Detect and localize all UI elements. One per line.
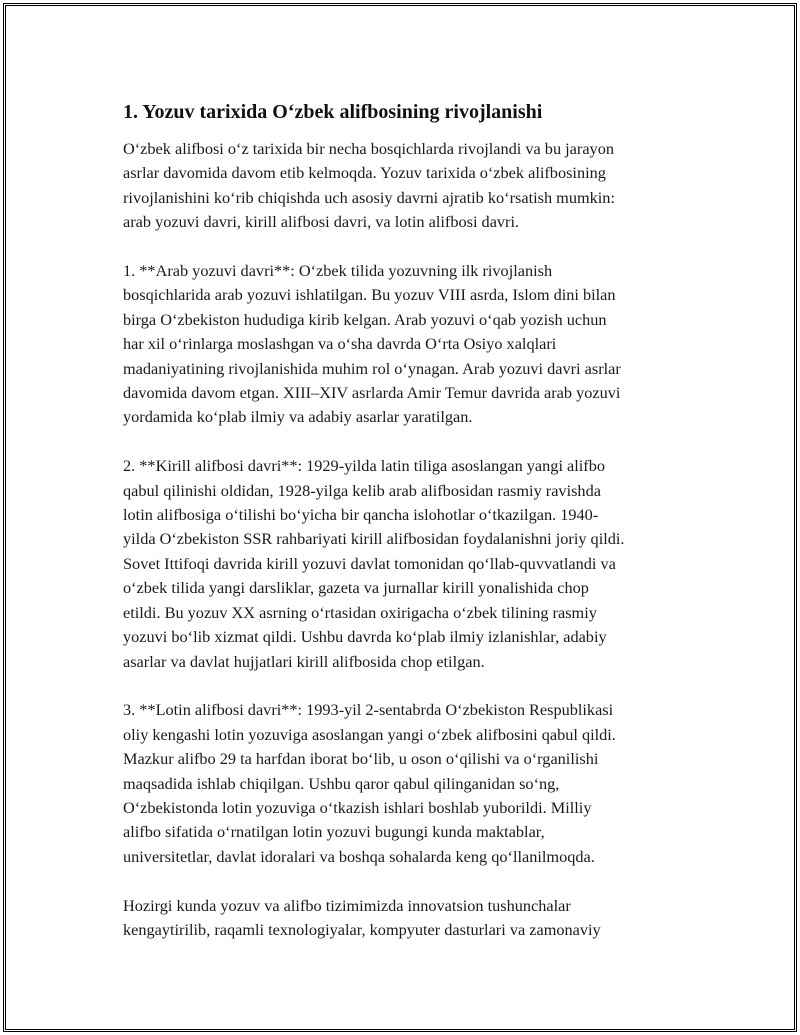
latin-script-paragraph: 3. **Lotin alifbosi davri**: 1993-yil 2-sentabrda O‘zbekiston Respublikasi oliy kengashi lotin yozuviga asoslangan yangi o‘zbek alifbosini qabul qildi. Mazkur alifbo 29 ta harfdan iborat bo‘lib, u oson o‘qilishi va o‘rganilishi maqsadida ishlab chiqilgan. Ushbu qaror qabul qilinganidan so‘ng, O‘zbekistonda lotin yozuviga o‘tkazish ishlari boshlab yuborildi. Milliy alifbo sifatida o‘rnatilgan lotin yozuvi bugungi kunda maktablar, universitetlar, davlat idoralari va boshqa sohalarda keng qo‘llanilmoqda. [123,700,616,866]
section-heading: 1. Yozuv tarixida O‘zbek alifbosining rivojlanishi [123,101,543,123]
cyrillic-script-paragraph: 2. **Kirill alifbosi davri**: 1929-yilda latin tiliga asoslangan yangi alifbo qabul qilinishi oldidan, 1928-yilga kelib arab alifbosidan rasmiy ravishda lotin alifbosiga o‘tilishi bo‘yicha bir qancha islohotlar o‘tkazilgan. 1940- yilda O‘zbekiston SSR rahbariyati kirill alifbosidan foydalanishni joriy qildi. Sovet Ittifoqi davrida kirill yozuvi davlat tomonidan qo‘llab-quvvatlandi va o‘zbek tilida yangi darsliklar, gazeta va jurnallar kirill yonalishida chop etildi. Bu yozuv XX asrning o‘rtasidan oxirigacha o‘zbek tilining rasmiy yozuvi bo‘lib xizmat qildi. Ushbu davrda ko‘plab ilmiy izlanishlar, adabiy asarlar va davlat hujjatlari kirill alifbosida chop etilgan. [123,456,625,671]
page-frame [3,3,797,1032]
arab-script-paragraph: 1. **Arab yozuvi davri**: O‘zbek tilida yozuvning ilk rivojlanish bosqichlarida arab yozuvi ishlatilgan. Bu yozuv VIII asrda, Islom dini bilan birga O‘zbekiston hududiga kirib kelgan. Arab yozuvi o‘qab yozish uchun har xil o‘rinlarga moslashgan va o‘sha davrda O‘rta Osiyo xalqlari madaniyatining rivojlanishida muhim rol o‘ynagan. Arab yozuvi davri asrlar davomida davom etgan. XIII–XIV asrlarda Amir Temur davrida arab yozuvi yordamida ko‘plab ilmiy va adabiy asarlar yaratilgan. [123,261,621,427]
document-body [123,99,693,967]
closing-paragraph: Hozirgi kunda yozuv va alifbo tizimimizda innovatsion tushunchalar kengaytirilib, raqamli texnologiyalar, kompyuter dasturlari va zamonaviy [123,895,601,939]
intro-paragraph: O‘zbek alifbosi o‘z tarixida bir necha bosqichlarda rivojlandi va bu jarayon asrlar davomida davom etib kelmoqda. Yozuv tarixida o‘zbek alifbosining rivojlanishini ko‘rib chiqishda uch asosiy davrni ajratib ko‘rsatish mumkin: arab yozuvi davri, kirill alifbosi davri, va lotin alifbosi davri. [123,139,615,232]
